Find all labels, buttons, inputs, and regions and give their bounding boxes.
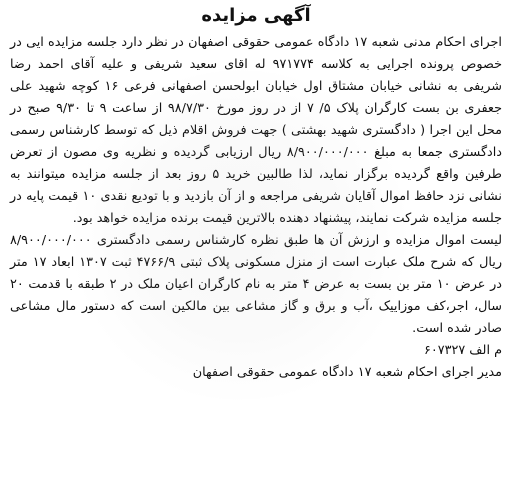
notice-body-paragraph-1: اجرای احکام مدنی شعبه ۱۷ دادگاه عمومی حقوقی اصفهان در نظر دارد جلسه مزایده ایی در خصوص پرونده اجرایی به کلاسه ۹۷۱۷۷۴ له اقای سعید شریفی و علیه آقای احمد رضا شریفی به نشانی خیابان مشتاق اول خیابان ابولحسن اصفهانی فرعی ۱۶ کوچه شهید علی جعفری بن بست کارگران پلاک ۵/ ۷ از در روز مورخ ۹۸/۷/۳۰ از ساعت ۹ تا ۹/۳۰ صبح در محل این اجرا ( دادگستری شهید بهشتی ) جهت فروش اقلام ذیل که توسط کارشناس رسمی دادگستری جمعا به مبلغ ۸/۹۰۰/۰۰۰/۰۰۰ ریال ارزیابی گردیده و نظریه وی مصون از تعرض طرفین واقع گردیده برگزار نماید، لذا طالبین خرید ۵ روز بعد از جلسه مزایده میتوانند به نشانی نزد حافظ اموال آقایان شریفی مراجعه و از آن بازدید و با تودیع نقدی ۱۰ قیمت پایه در جلسه مزایده شرکت نمایند، پیشنهاد دهنده بالاترین قیمت برنده مزایده خواهد بود. [10,35,502,226]
notice-reference-number: م الف ۶۰۷۳۲۷ [423,343,502,358]
notice-signature: مدیر اجرای احکام شعبه ۱۷ دادگاه عمومی حقوقی اصفهان [192,365,502,380]
notice-body-paragraph-2: لیست اموال مزایده و ارزش آن ها طبق نظره کارشناس رسمی دادگستری ۸/۹۰۰/۰۰۰/۰۰۰ ریال که شرح ملک عبارت است از منزل مسکونی پلاک ثبتی ۴۷۶۶/۹ ثبت ۱۳۰۷ ابعاد ۱۷ متر در عرض ۱۰ متر بن بست به عرض ۴ متر به نام کارگران اعیان ملک در ۲ طبقه با قدمت ۲۰ سال، اجر،کف موزاییک ،آب و برق و گاز مشاعی بین مالکین است که دستور مال مشاعی صادر شده است. [10,233,503,336]
notice-title: آگهی مزایده [201,5,311,26]
